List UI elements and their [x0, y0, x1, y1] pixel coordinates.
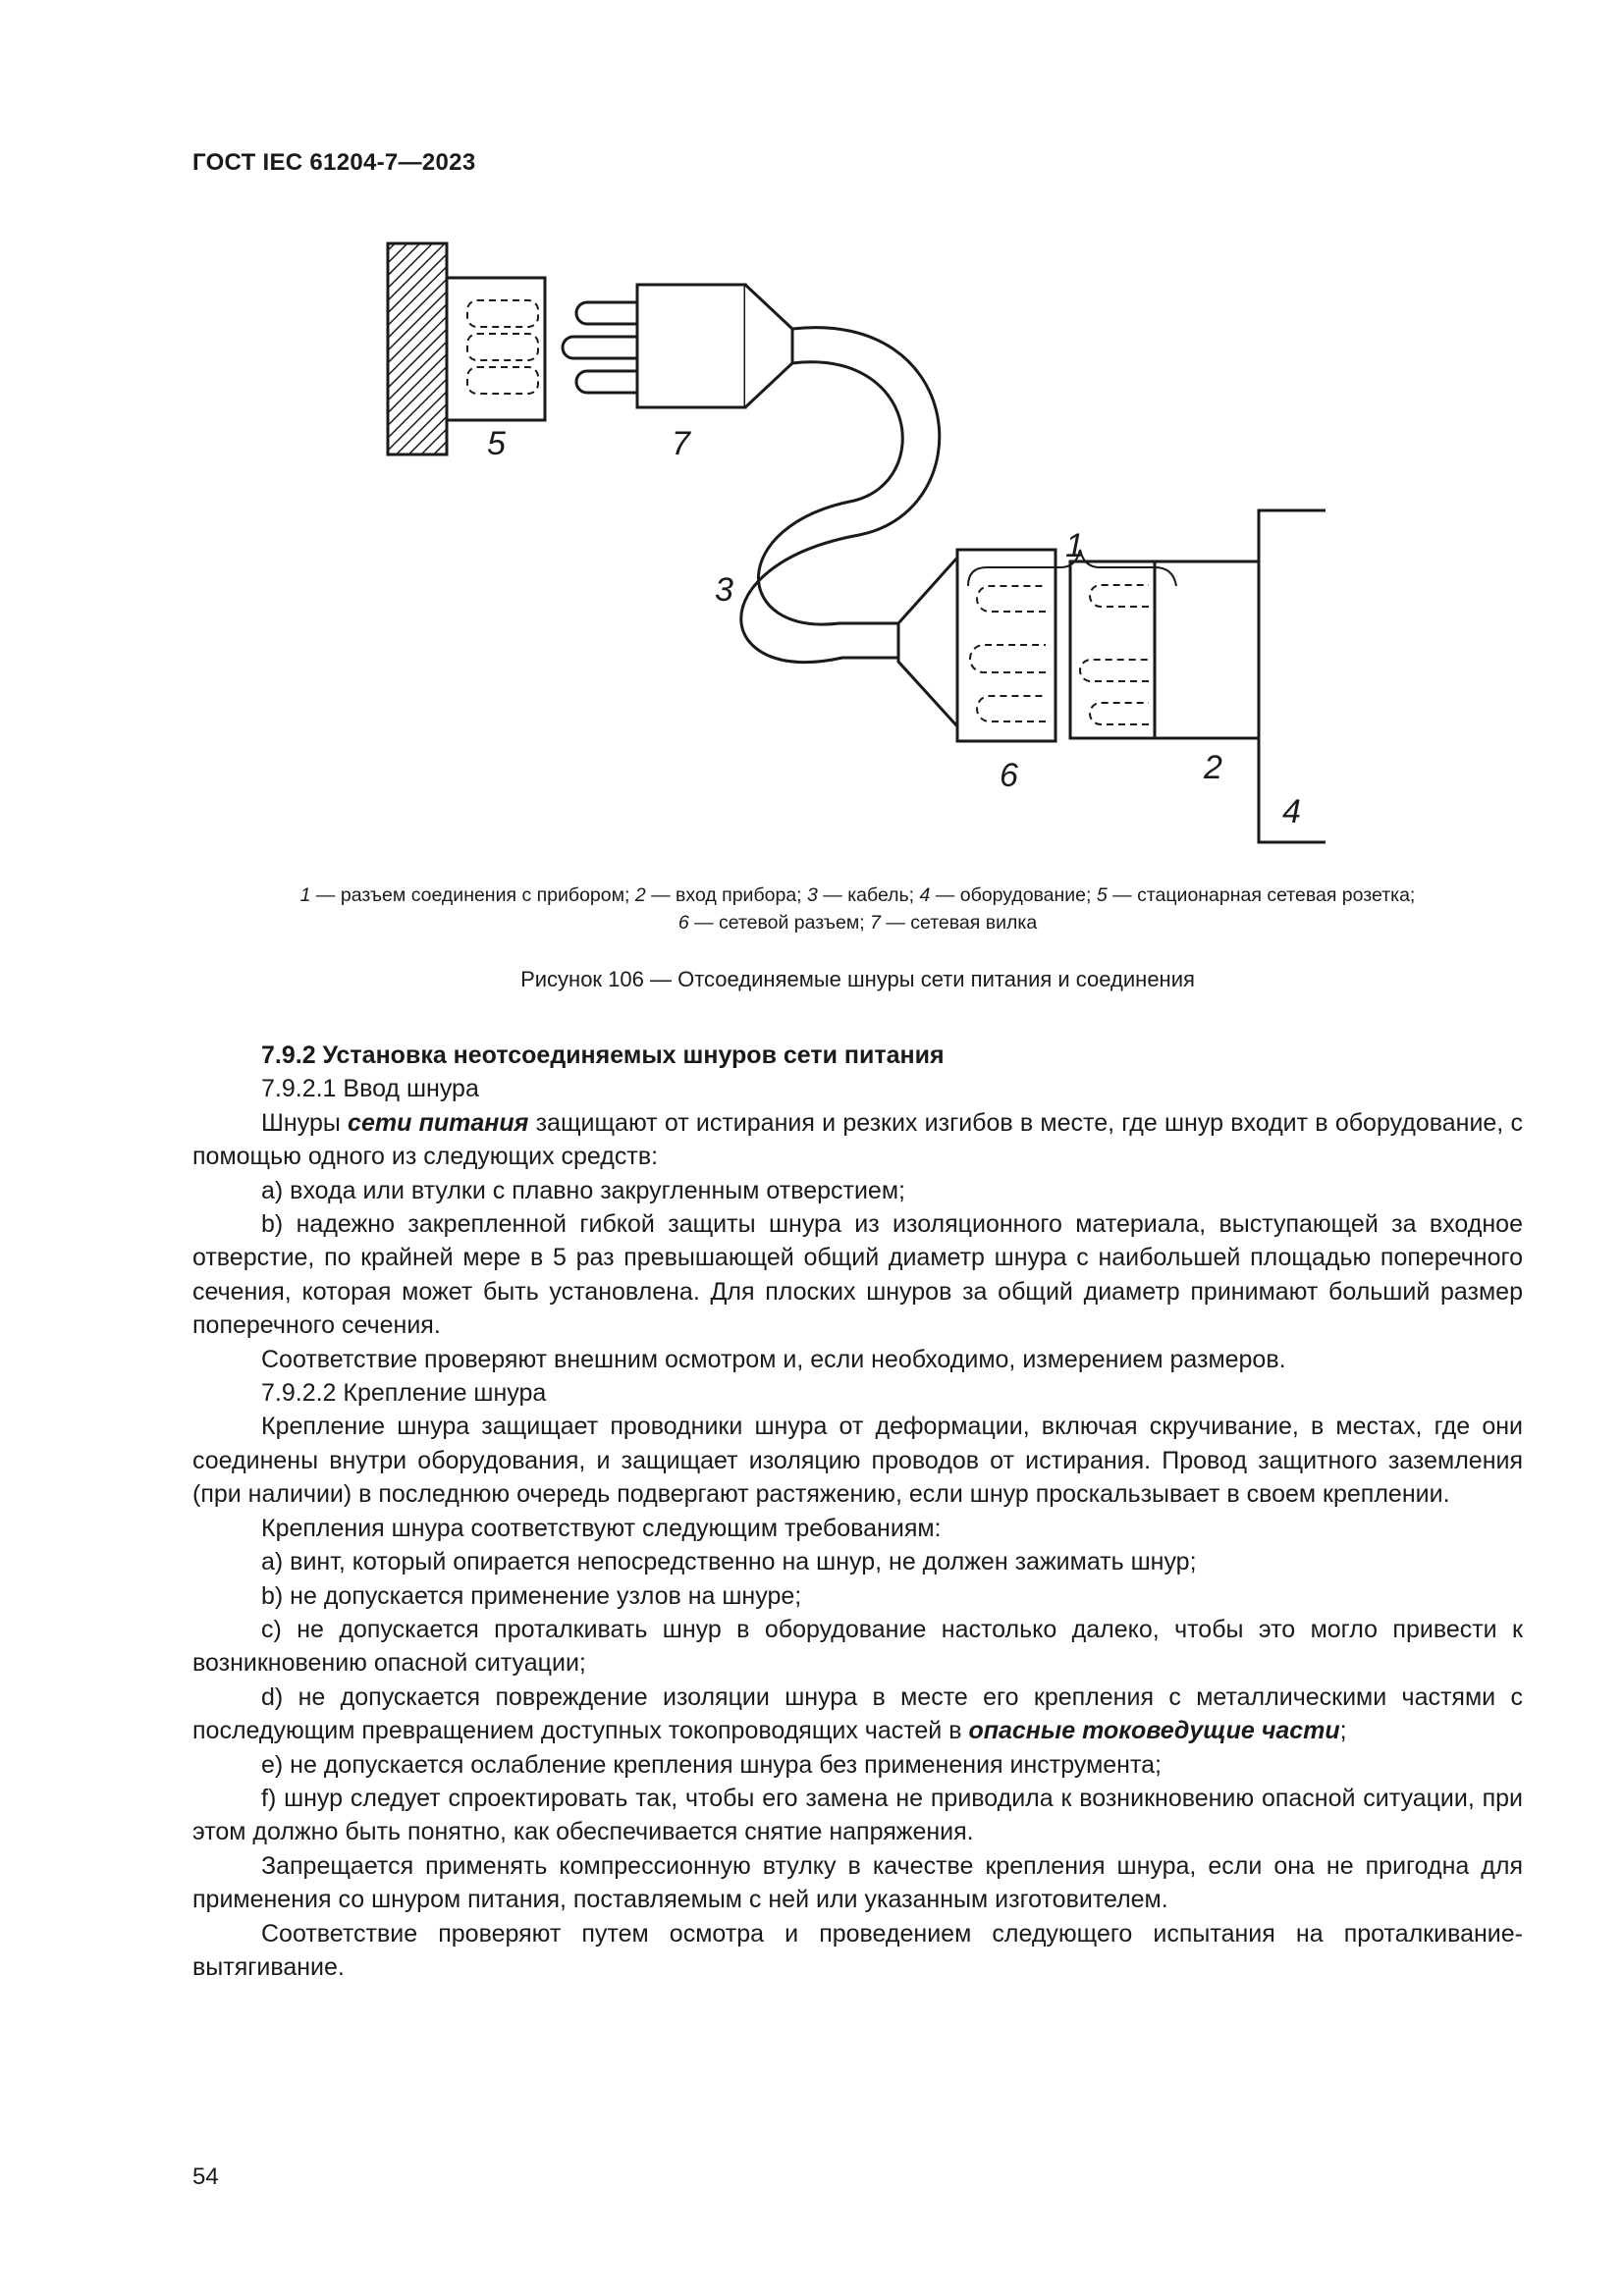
legend-item: 4 — оборудование;: [919, 884, 1097, 906]
text-run: Крепление шнура защищает проводники шнура от деформации, включая скручивание, в местах, где они соединены внутри оборудования, и защищает изоляцию проводов от истирания. Провод защитного заземления (при наличии) в последнюю очередь подвергают растяжению, если шнур проскальзывает в своем креплении.: [192, 1413, 1523, 1509]
paragraph: [192, 1072, 1523, 1105]
text-run: d) не допускается повреждение изоляции шнура в месте его крепления с металлическими частями с последующим превращением доступных токопроводящих частей в: [192, 1682, 1523, 1745]
inlet-front: [1070, 561, 1155, 738]
legend-item: 1 — разъем соединения с прибором;: [299, 884, 635, 906]
text-run: ;: [1339, 1717, 1347, 1745]
paragraph: [192, 1207, 1523, 1343]
legend-line-2: [192, 909, 1523, 936]
wall-hatch: [388, 243, 447, 454]
body-text: [192, 1039, 1523, 1984]
label-3: 3: [715, 571, 733, 609]
text-run: b) не допускается применение узлов на шнуре;: [261, 1581, 802, 1610]
label-5: 5: [487, 425, 506, 462]
inlet-body: [1155, 561, 1259, 738]
paragraph: [192, 1343, 1523, 1376]
paragraph: [192, 1512, 1523, 1545]
legend-item: 6 — сетевой разъем;: [677, 912, 871, 934]
legend-line-1: [192, 881, 1523, 909]
defined-term: опасные токоведущие части: [968, 1717, 1340, 1745]
paragraph: [192, 1849, 1523, 1917]
text-run: b) надежно закрепленной гибкой защиты шнура из изоляционного материала, выступающей за входное отверстие, по крайней мере в 5 раз превышающей общий диаметр шнура с наибольшей площадью поперечного сечения, которая может быть установлена. Для плоских шнуров за общий диаметр принимают больший размер поперечного сечения.: [192, 1210, 1523, 1340]
text-run: Шнуры: [261, 1108, 349, 1137]
paragraph: [192, 1579, 1523, 1613]
figure-106-diagram: [363, 236, 1326, 864]
plug-body: [637, 285, 745, 407]
label-6: 6: [1000, 757, 1018, 794]
connector-body: [957, 550, 1056, 741]
plug-pins: [563, 302, 637, 393]
paragraph: [192, 1106, 1523, 1174]
text-run: защищают от истирания и резких изгибов в месте, где шнур входит в оборудование, с помощью одного из следующих средств:: [192, 1108, 1523, 1171]
paragraph: [192, 1174, 1523, 1207]
mains-connector: [898, 550, 1056, 741]
label-7: 7: [672, 425, 690, 462]
text-run: 7.9.2.1 Ввод шнура: [261, 1075, 479, 1103]
paragraph: [192, 1681, 1523, 1748]
appliance-inlet: [1070, 561, 1259, 738]
text-run: Крепления шнура соответствуют следующим требованиям:: [261, 1514, 942, 1542]
legend-item: 5 — стационарная сетевая розетка;: [1096, 884, 1416, 906]
figure-caption: Рисунок 106 — Отсоединяемые шнуры сети питания и соединения: [520, 967, 1195, 991]
paragraph: [192, 1782, 1523, 1849]
paragraph: [192, 1613, 1523, 1681]
text-run: Соответствие проверяют путем осмотра и проведением следующего испытания на проталкивание-вытягивание.: [192, 1919, 1523, 1981]
text-run: 7.9.2.2 Крепление шнура: [261, 1379, 547, 1408]
text-run: Соответствие проверяют внешним осмотром и, если необходимо, измерением размеров.: [261, 1345, 1286, 1373]
label-1: 1: [1065, 527, 1084, 564]
paragraph: [192, 1545, 1523, 1578]
text-run: Запрещается применять компрессионную втулку в качестве крепления шнура, если она не пригодна для применения со шнуром питания, поставляемым с ней или указанным изготовителем.: [192, 1851, 1523, 1914]
text-run: f) шнур следует спроектировать так, чтобы его замена не приводила к возникновению опасной ситуации, при этом должно быть понятно, как обеспечивается снятие напряжения.: [192, 1784, 1523, 1846]
text-run: c) не допускается проталкивать шнур в оборудование настолько далеко, чтобы это могло привести к возникновению опасной ситуации;: [192, 1615, 1523, 1678]
legend-item: 7 — сетевая вилка: [870, 912, 1038, 934]
paragraph: [192, 1748, 1523, 1782]
mains-plug: [563, 285, 792, 407]
wall-socket: [388, 243, 545, 454]
paragraph: [192, 1410, 1523, 1511]
section-heading: [192, 1039, 1523, 1072]
text-run: e) не допускается ослабление крепления шнура без применения инструмента;: [261, 1750, 1163, 1779]
paragraph: [192, 1917, 1523, 1985]
legend-item: 3 — кабель;: [807, 884, 920, 906]
socket-body: [447, 278, 545, 420]
document-header: ГОСТ IEC 61204-7—2023: [192, 149, 476, 176]
page-number: 54: [192, 2163, 219, 2190]
figure-legend: [192, 881, 1523, 936]
label-2: 2: [1204, 749, 1222, 786]
text-run: a) винт, который опирается непосредственно на шнур, не должен зажимать шнур;: [261, 1548, 1197, 1576]
connector-strain-relief: [898, 558, 957, 726]
text-run: a) входа или втулки с плавно закругленным отверстием;: [261, 1176, 905, 1204]
plug-strain-relief: [745, 285, 792, 407]
legend-item: 2 — вход прибора;: [634, 884, 807, 906]
text-run: 7.9.2 Установка неотсоединяемых шнуров сети питания: [261, 1041, 945, 1069]
defined-term: сети питания: [348, 1108, 529, 1137]
paragraph: [192, 1376, 1523, 1410]
label-4: 4: [1282, 793, 1301, 830]
